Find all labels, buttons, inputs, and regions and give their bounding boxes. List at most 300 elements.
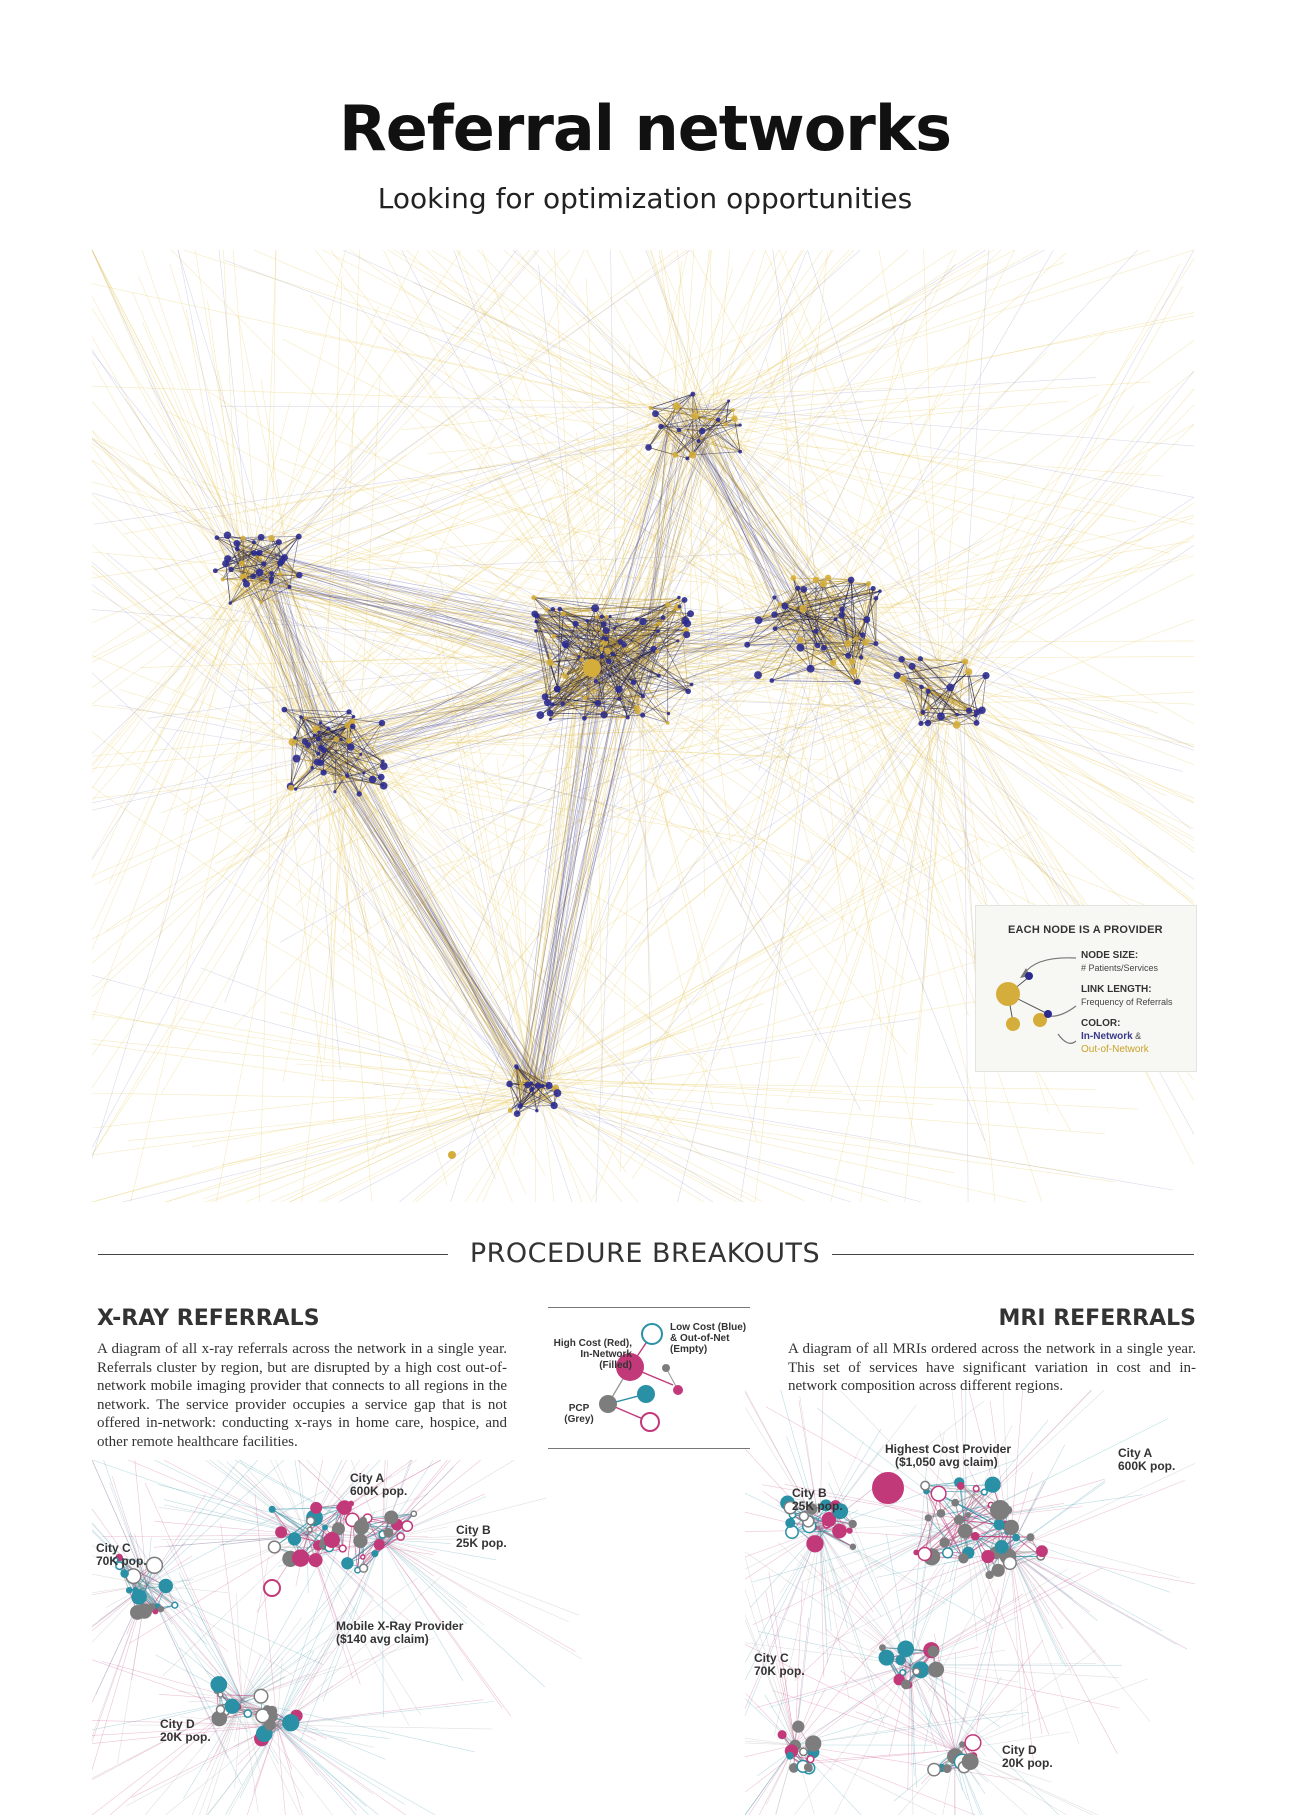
undefined	[602, 666, 820, 1042]
undefined	[854, 636, 859, 641]
undefined	[264, 250, 276, 567]
undefined	[860, 632, 866, 638]
undefined	[557, 607, 562, 612]
undefined	[533, 1087, 1079, 1174]
undefined	[549, 718, 552, 721]
undefined	[939, 670, 1194, 848]
undefined	[92, 589, 275, 800]
undefined	[850, 1544, 855, 1549]
undefined	[711, 429, 833, 622]
undefined	[269, 1507, 275, 1513]
undefined	[921, 1481, 930, 1490]
undefined	[925, 1515, 931, 1521]
undefined	[795, 1564, 945, 1745]
undefined	[402, 1521, 412, 1531]
undefined	[844, 640, 851, 647]
undefined	[258, 534, 265, 541]
undefined	[572, 621, 578, 627]
undefined	[296, 572, 302, 578]
undefined	[873, 1473, 903, 1503]
undefined	[778, 602, 782, 606]
undefined	[709, 383, 1000, 437]
undefined	[607, 683, 841, 1003]
undefined	[236, 1593, 242, 1700]
undefined	[687, 610, 694, 617]
undefined	[866, 581, 871, 586]
undefined	[580, 658, 584, 662]
undefined	[283, 1715, 299, 1731]
legend-in-network-node	[1044, 1010, 1052, 1018]
undefined	[272, 250, 275, 576]
undefined	[830, 660, 836, 666]
undefined	[339, 1545, 346, 1552]
undefined	[317, 760, 324, 767]
undefined	[859, 655, 864, 660]
undefined	[807, 1756, 814, 1763]
undefined	[690, 437, 1163, 476]
undefined	[536, 711, 544, 719]
undefined	[289, 1089, 535, 1202]
undefined	[839, 607, 845, 613]
undefined	[795, 1671, 911, 1745]
undefined	[874, 596, 879, 601]
undefined	[341, 775, 346, 780]
undefined	[242, 1556, 269, 1700]
undefined	[742, 675, 928, 765]
undefined	[879, 1650, 893, 1664]
undefined	[793, 1721, 804, 1732]
undefined	[926, 689, 931, 694]
undefined	[785, 250, 1138, 630]
undefined	[618, 639, 623, 644]
undefined	[465, 1094, 538, 1202]
undefined	[518, 1104, 523, 1109]
undefined	[399, 1092, 533, 1202]
undefined	[534, 629, 538, 633]
undefined	[771, 611, 777, 617]
undefined	[594, 679, 598, 683]
undefined	[224, 531, 231, 538]
undefined	[354, 1534, 367, 1547]
undefined	[896, 1656, 905, 1665]
undefined	[535, 1109, 538, 1112]
undefined	[1010, 1480, 1105, 1550]
undefined	[862, 639, 869, 646]
undefined	[382, 1540, 434, 1576]
undefined	[962, 658, 968, 664]
undefined	[731, 415, 738, 422]
undefined	[350, 724, 356, 730]
undefined	[972, 1533, 979, 1540]
undefined	[319, 721, 322, 724]
high-cost-empty-node	[641, 1413, 659, 1431]
undefined	[236, 293, 506, 569]
undefined	[1010, 1550, 1071, 1673]
undefined	[772, 595, 776, 599]
undefined	[1004, 1557, 1017, 1570]
undefined	[252, 540, 256, 544]
undefined	[127, 1588, 132, 1593]
undefined	[952, 1500, 958, 1506]
low-cost-label-3: (Empty)	[670, 1344, 708, 1355]
undefined	[582, 716, 587, 721]
undefined	[950, 389, 1194, 673]
undefined	[815, 616, 1194, 765]
legend-arrow	[1048, 1006, 1076, 1016]
undefined	[323, 760, 545, 1088]
undefined	[239, 561, 245, 567]
undefined	[943, 1765, 950, 1772]
undefined	[985, 1477, 1000, 1492]
undefined	[323, 1525, 327, 1529]
undefined	[529, 1097, 704, 1202]
undefined	[648, 250, 712, 419]
undefined	[603, 695, 933, 914]
undefined	[526, 729, 698, 1078]
undefined	[92, 1081, 524, 1202]
undefined	[800, 1748, 807, 1755]
undefined	[649, 406, 653, 410]
undefined	[652, 410, 659, 417]
undefined	[506, 1081, 513, 1088]
undefined	[453, 326, 700, 397]
undefined	[797, 637, 804, 644]
undefined	[928, 1763, 940, 1775]
undefined	[561, 611, 566, 616]
undefined	[254, 250, 695, 438]
undefined	[966, 708, 972, 714]
undefined	[311, 1503, 321, 1513]
undefined	[595, 700, 602, 707]
undefined	[848, 577, 855, 584]
undefined	[233, 540, 240, 547]
undefined	[600, 615, 604, 619]
undefined	[92, 580, 276, 859]
undefined	[380, 782, 388, 790]
high-cost-label-1: High Cost (Red),	[553, 1338, 632, 1349]
undefined	[92, 1039, 527, 1081]
undefined	[845, 653, 851, 659]
undefined	[689, 451, 696, 458]
legend-large-node	[996, 982, 1020, 1006]
undefined	[773, 626, 778, 631]
undefined	[810, 647, 916, 1146]
undefined	[958, 685, 1194, 853]
undefined	[782, 603, 789, 610]
low-cost-label-1: Low Cost (Blue)	[670, 1322, 747, 1333]
undefined	[835, 318, 906, 618]
undefined	[962, 1754, 977, 1769]
undefined	[382, 1540, 484, 1625]
small-pcp-node	[662, 1364, 670, 1372]
undefined	[712, 401, 1069, 436]
undefined	[805, 1764, 812, 1771]
undefined	[313, 734, 316, 737]
undefined	[925, 720, 931, 726]
undefined	[277, 1725, 492, 1729]
undefined	[583, 696, 588, 701]
undefined	[815, 642, 821, 648]
undefined	[158, 1558, 242, 1700]
undefined	[162, 1539, 382, 1540]
undefined	[449, 787, 532, 1080]
undefined	[637, 669, 651, 1006]
undefined	[316, 736, 321, 741]
high-cost-label-3: (Filled)	[599, 1360, 632, 1371]
undefined	[215, 535, 220, 540]
undefined	[293, 1550, 309, 1566]
undefined	[667, 712, 670, 715]
undefined	[281, 554, 288, 561]
undefined	[666, 721, 670, 725]
undefined	[382, 1540, 569, 1622]
undefined	[963, 689, 1194, 889]
undefined	[329, 766, 334, 1125]
undefined	[92, 975, 535, 1093]
low-cost-label-2: & Out-of-Net	[670, 1333, 730, 1344]
undefined	[656, 629, 660, 633]
undefined	[786, 1519, 795, 1528]
undefined	[685, 456, 689, 460]
undefined	[966, 1513, 970, 1517]
undefined	[1010, 1550, 1098, 1621]
undefined	[149, 1604, 155, 1610]
pcp-node	[599, 1395, 617, 1413]
undefined	[955, 1652, 956, 1750]
undefined	[926, 405, 1134, 674]
undefined	[412, 1097, 530, 1202]
undefined	[955, 1516, 963, 1524]
undefined	[279, 572, 283, 576]
undefined	[806, 1736, 821, 1751]
section-title: PROCEDURE BREAKOUTS	[469, 1238, 821, 1269]
legend-in-network: In-Network	[1081, 1031, 1133, 1042]
undefined	[960, 1742, 965, 1747]
undefined	[268, 535, 274, 541]
undefined	[1010, 1550, 1042, 1734]
undefined	[360, 1518, 366, 1524]
undefined	[152, 1535, 307, 1600]
undefined	[411, 1511, 416, 1516]
undefined	[1027, 1534, 1033, 1540]
undefined	[641, 694, 645, 698]
undefined	[918, 1547, 931, 1560]
undefined	[873, 641, 878, 646]
undefined	[978, 707, 985, 714]
undefined	[382, 1540, 463, 1681]
undefined	[928, 1646, 938, 1656]
undefined	[179, 1573, 242, 1700]
undefined	[302, 738, 308, 744]
undefined	[918, 721, 923, 726]
mri-city-d-label: City D 20K pop.	[1002, 1743, 1053, 1770]
high-cost-label-2: In-Network	[580, 1349, 632, 1360]
undefined	[369, 776, 377, 784]
undefined	[448, 1151, 456, 1159]
undefined	[268, 250, 517, 577]
undefined	[940, 694, 1194, 704]
undefined	[921, 710, 926, 715]
undefined	[795, 586, 800, 591]
legend-arrow	[1058, 1034, 1076, 1043]
legend-link-length-desc: Frequency of Referrals	[1081, 997, 1173, 1007]
undefined	[965, 668, 972, 675]
undefined	[727, 400, 730, 403]
undefined	[545, 1082, 552, 1089]
undefined	[246, 310, 801, 563]
undefined	[833, 1524, 846, 1537]
undefined	[927, 706, 931, 710]
undefined	[909, 663, 916, 670]
undefined	[563, 643, 568, 648]
undefined	[691, 412, 699, 420]
undefined	[423, 377, 578, 621]
undefined	[316, 752, 320, 756]
undefined	[339, 738, 342, 741]
undefined	[293, 736, 297, 740]
undefined	[321, 747, 327, 753]
pcp-label-1: PCP	[568, 1403, 590, 1414]
undefined	[271, 1460, 307, 1535]
legend-arrow	[1024, 958, 1076, 974]
undefined	[258, 250, 537, 582]
undefined	[356, 791, 361, 796]
undefined	[808, 1750, 955, 1761]
undefined	[92, 757, 343, 989]
undefined	[605, 648, 611, 654]
undefined	[939, 325, 970, 673]
undefined	[965, 1520, 998, 1684]
undefined	[250, 551, 253, 554]
undefined	[955, 713, 958, 716]
undefined	[615, 686, 622, 693]
undefined	[995, 1541, 1007, 1553]
xray-description: A diagram of all x-ray referrals across the network in a single year. Referrals cluster by region, but are disrupted by a high cost out-of-network mobile imaging provider that connects to all regions in the network. The service provider occupies a service gap that is not offered in-network: conducting x-rays in home care, hospice, and other remote healthcare facilities.	[97, 1341, 507, 1450]
undefined	[379, 720, 385, 726]
undefined	[218, 1692, 223, 1697]
undefined	[269, 1541, 281, 1553]
undefined	[546, 1082, 933, 1104]
undefined	[672, 452, 678, 458]
undefined	[264, 1580, 280, 1596]
undefined	[178, 250, 327, 740]
undefined	[799, 1530, 820, 1718]
undefined	[92, 758, 305, 1147]
undefined	[385, 1511, 398, 1524]
undefined	[834, 617, 838, 621]
undefined	[595, 615, 599, 619]
undefined	[261, 561, 266, 566]
legend-in-network-node	[1025, 972, 1033, 980]
undefined	[539, 1078, 1139, 1109]
undefined	[973, 1486, 979, 1492]
undefined	[600, 621, 606, 627]
undefined	[1013, 1534, 1019, 1540]
undefined	[825, 575, 831, 581]
undefined	[982, 1551, 994, 1563]
undefined	[541, 1084, 545, 1088]
undefined	[849, 658, 856, 665]
mri-city-c-label: City C 70K pop.	[754, 1651, 805, 1678]
undefined	[539, 1098, 737, 1202]
undefined	[645, 444, 652, 451]
undefined	[631, 680, 637, 686]
xray-title: X-RAY REFERRALS	[97, 1306, 320, 1331]
undefined	[937, 712, 945, 720]
legend-out-network-node	[1006, 1017, 1020, 1031]
undefined	[362, 771, 365, 774]
undefined	[225, 1699, 239, 1713]
undefined	[381, 760, 384, 763]
undefined	[106, 769, 343, 931]
undefined	[304, 716, 308, 720]
undefined	[636, 709, 641, 714]
undefined	[382, 1540, 545, 1687]
undefined	[629, 687, 758, 1143]
undefined	[546, 659, 553, 666]
xray-city-c-label: City C 70K pop.	[96, 1541, 147, 1568]
undefined	[277, 560, 283, 566]
undefined	[382, 1540, 579, 1615]
undefined	[991, 1501, 1009, 1519]
undefined	[809, 703, 945, 1097]
undefined	[1010, 1550, 1023, 1726]
undefined	[342, 1558, 353, 1569]
undefined	[940, 1538, 949, 1547]
undefined	[268, 1707, 277, 1716]
undefined	[724, 422, 728, 426]
undefined	[372, 325, 824, 622]
undefined	[606, 659, 611, 664]
undefined	[878, 589, 882, 593]
undefined	[254, 1689, 268, 1703]
undefined	[536, 983, 787, 1094]
undefined	[307, 1527, 312, 1532]
undefined	[929, 395, 1170, 689]
undefined	[326, 727, 330, 731]
undefined	[166, 1535, 307, 1547]
undefined	[333, 736, 339, 742]
undefined	[974, 714, 978, 718]
undefined	[626, 716, 630, 720]
undefined	[514, 1110, 521, 1117]
undefined	[871, 586, 876, 591]
undefined	[1010, 1550, 1150, 1721]
undefined	[277, 1701, 494, 1725]
undefined	[953, 721, 961, 729]
undefined	[613, 627, 616, 630]
undefined	[515, 1066, 519, 1070]
undefined	[962, 711, 1194, 744]
undefined	[235, 546, 240, 551]
undefined	[211, 1677, 226, 1692]
undefined	[384, 1529, 392, 1537]
undefined	[146, 1557, 162, 1573]
legend-heading: EACH NODE IS A PROVIDER	[1008, 924, 1163, 936]
undefined	[640, 713, 645, 718]
undefined	[577, 655, 580, 658]
undefined	[131, 1606, 144, 1619]
undefined	[346, 737, 352, 743]
undefined	[617, 697, 621, 701]
undefined	[754, 671, 762, 679]
undefined	[525, 839, 979, 1099]
undefined	[513, 250, 697, 417]
mri-city-a-label: City A 600K pop.	[1118, 1446, 1176, 1473]
undefined	[126, 1569, 141, 1584]
undefined	[307, 1517, 315, 1525]
undefined	[685, 688, 691, 694]
